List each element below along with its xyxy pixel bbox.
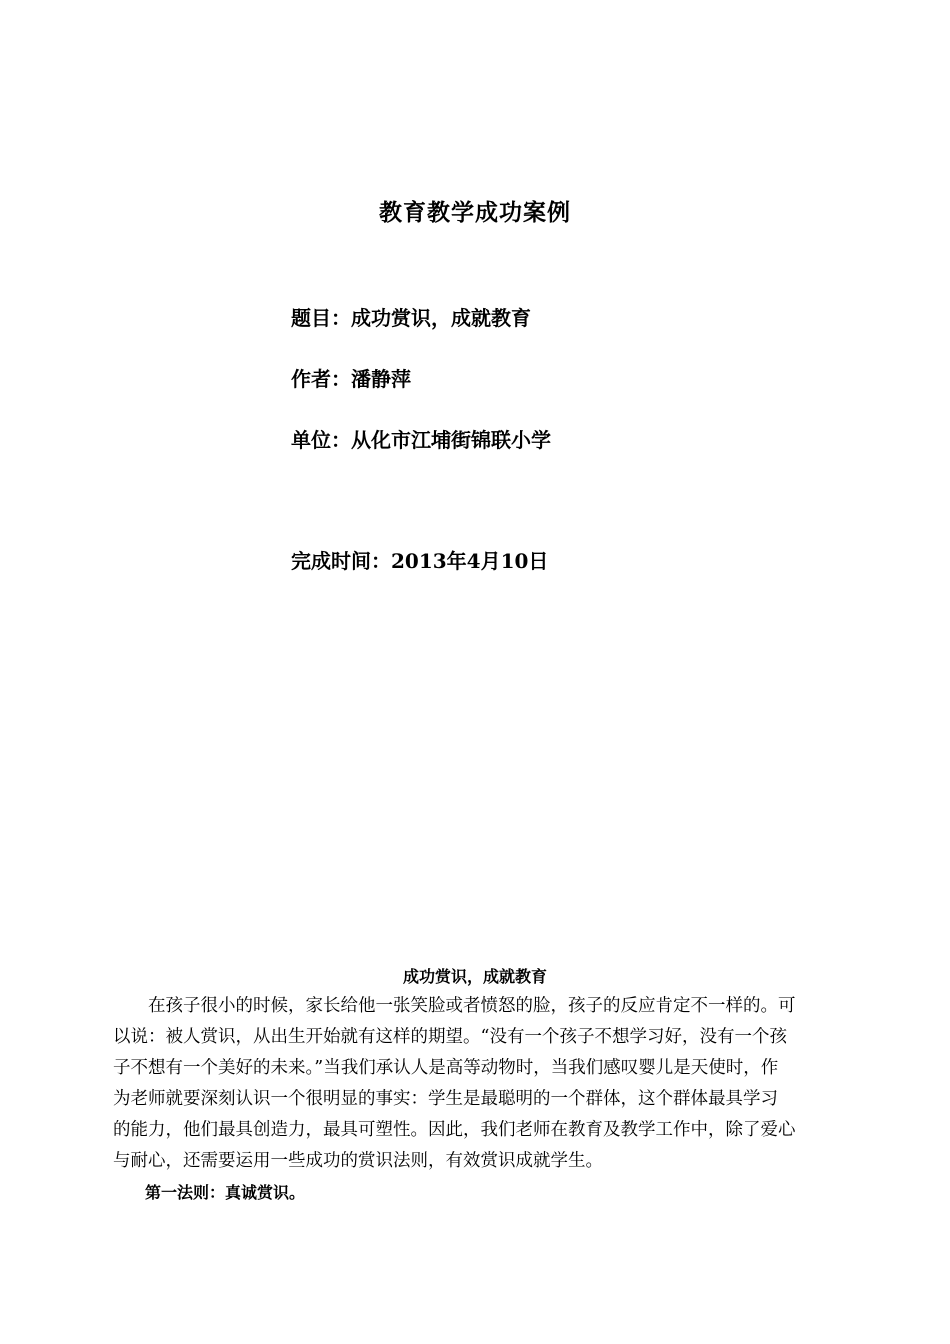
article-body [113,991,838,1208]
intro-paragraph [113,991,838,1177]
cover-subject: 题目：成功赏识，成就教育 [291,306,531,330]
paragraph-line: 为老师就要深刻认识一个很明显的事实：学生是最聪明的一个群体，这个群体最具学习 [113,1089,778,1109]
paragraph-line: 在孩子很小的时候，家长给他一张笑脸或者愤怒的脸，孩子的反应肯定不一样的。可 [148,996,796,1016]
cover-date: 完成时间：2013年4月10日 [291,549,549,573]
cover-unit: 单位：从化市江埔街锦联小学 [291,428,551,452]
article-title: 成功赏识，成就教育 [402,967,547,986]
rule-heading: 第一法则：真诚赏识。 [145,1183,306,1202]
paragraph-line: 子不想有一个美好的未来。”当我们承认人是高等动物时，当我们感叹婴儿是天使时，作 [113,1058,779,1078]
paragraph-line: 以说：被人赏识，从出生开始就有这样的期望。“没有一个孩子不想学习好，没有一个孩 [113,1027,787,1047]
paragraph-line: 的能力，他们最具创造力，最具可塑性。因此，我们老师在教育及教学工作中，除了爱心 [113,1120,796,1140]
cover-author: 作者：潘静萍 [291,367,411,391]
cover-title: 教育教学成功案例 [379,199,571,226]
paragraph-line: 与耐心，还需要运用一些成功的赏识法则，有效赏识成就学生。 [113,1151,603,1171]
